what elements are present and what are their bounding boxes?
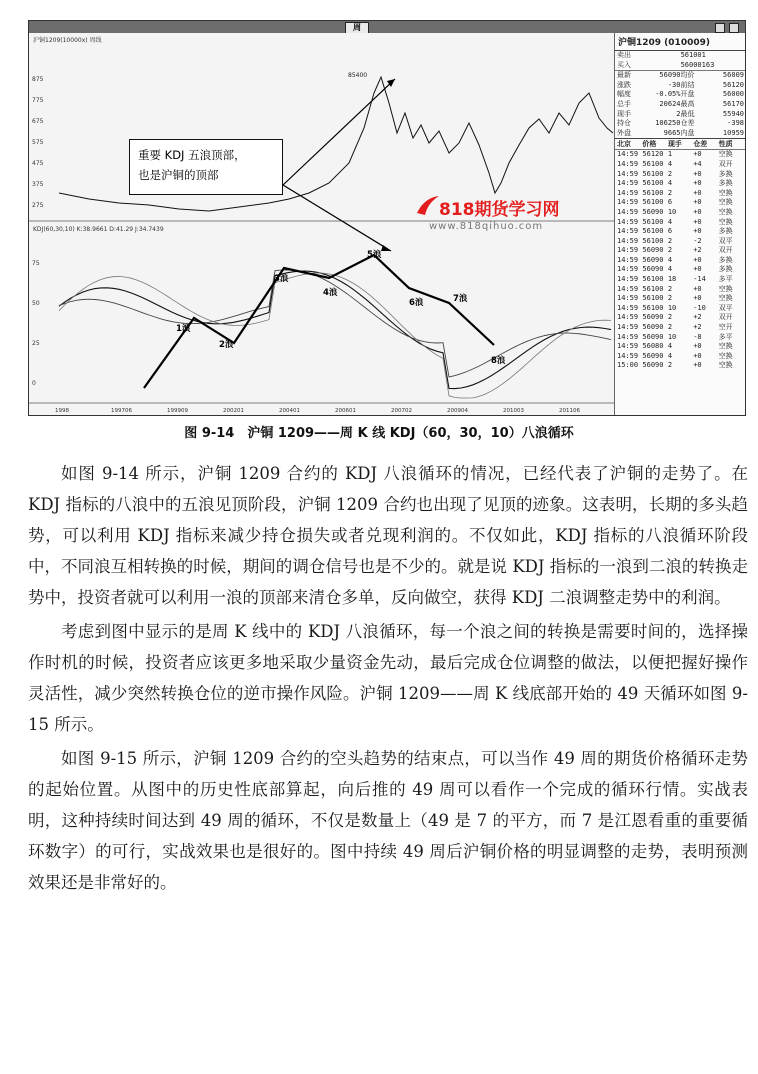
trade-cell: 56090 — [642, 361, 664, 370]
trade-cell: -2 — [693, 236, 702, 245]
date-tick-label: 201106 — [559, 408, 580, 414]
trade-cell: 56100 — [642, 275, 664, 284]
trade-cell: 4 — [667, 179, 673, 188]
trade-cell: 56090 — [642, 323, 664, 332]
quote-row — [615, 51, 746, 61]
trade-row[interactable] — [615, 285, 746, 295]
quote-cell: 56100 — [680, 51, 702, 59]
quote-row — [615, 119, 746, 129]
quote-cell: 56009 — [722, 71, 744, 80]
price-tick-label: 775 — [32, 97, 44, 104]
wave-label: 2浪 — [219, 340, 234, 350]
date-tick-label: 200601 — [335, 408, 356, 414]
callout-line-2: 也是沪铜的顶部 — [138, 168, 219, 182]
trade-cell: 18 — [667, 275, 677, 284]
trades-header-cell: 性质 — [718, 140, 733, 149]
trade-cell: 6 — [667, 227, 673, 236]
trade-cell: 56100 — [642, 169, 664, 178]
trade-cell: 2 — [667, 236, 673, 245]
quote-cell: 56000 — [680, 60, 702, 69]
kdj-tick-label: 25 — [32, 340, 40, 347]
trade-cell: 1 — [667, 150, 673, 159]
peak-price-label: 85400 — [348, 72, 368, 79]
trade-cell: 56090 — [642, 255, 664, 264]
trade-row[interactable] — [615, 150, 746, 160]
trade-cell: 14:59 — [617, 265, 639, 274]
trade-cell: 56100 — [642, 236, 664, 245]
quote-cell: 1 — [701, 51, 706, 59]
quote-cell: 内盘 — [680, 128, 695, 137]
trade-cell: 56120 — [642, 150, 664, 159]
trades-header-cell: 价格 — [642, 140, 657, 149]
trade-cell: 56100 — [642, 179, 664, 188]
window-titlebar — [29, 21, 745, 33]
quote-cell: 现手 — [617, 109, 631, 118]
trade-cell: 14:59 — [617, 246, 639, 255]
trade-row[interactable] — [615, 170, 746, 180]
trades-header-cell: 北京 — [617, 140, 631, 149]
trade-cell: 56090 — [642, 351, 664, 360]
callout-box — [129, 139, 283, 195]
trade-cell: 56100 — [642, 303, 664, 312]
trade-cell: 56090 — [642, 207, 664, 216]
quote-cell: 56170 — [722, 99, 744, 108]
trade-cell: 空换 — [718, 217, 733, 226]
trade-cell: 4 — [667, 159, 673, 168]
quote-cell: 最新 — [617, 71, 631, 80]
trade-cell: +2 — [693, 313, 702, 322]
trade-cell: +0 — [693, 217, 702, 226]
quote-cell: 20624 — [659, 99, 681, 108]
trade-cell: 10 — [667, 207, 677, 216]
trade-row[interactable] — [615, 198, 746, 208]
trade-cell: +0 — [693, 351, 702, 360]
trade-cell: 多换 — [718, 179, 733, 188]
wave-label: 8浪 — [491, 356, 506, 366]
trade-cell: 2 — [667, 188, 673, 197]
date-tick-label: 200201 — [223, 408, 244, 414]
trade-cell: 14:59 — [617, 313, 639, 322]
trade-cell: 多平 — [718, 275, 733, 284]
quote-row — [615, 81, 746, 91]
trade-cell: 14:59 — [617, 303, 639, 312]
trade-cell: +4 — [693, 159, 702, 168]
trades-header-cell: 现手 — [667, 140, 682, 149]
price-tick-label: 475 — [32, 160, 44, 167]
callout-line-1: 重要 KDJ 五浪顶部， — [138, 148, 246, 162]
trade-cell: 2 — [667, 313, 673, 322]
trade-cell: 14:59 — [617, 323, 639, 332]
trade-row[interactable] — [615, 179, 746, 189]
trade-cell: 14:59 — [617, 351, 639, 360]
trade-row[interactable] — [615, 323, 746, 333]
trade-cell: 14:59 — [617, 159, 639, 168]
trade-cell: 空开 — [718, 323, 733, 332]
paragraph: 如图 9-15 所示，沪铜 1209 合约的空头趋势的结束点，可以当作 49 周的期货价格循环走势的起始位置。从图中的历史性底部算起，向后推的 49 周可以看作一个完成的循环行情。实战表明，这种持续时间达到 49 周的循环，不仅是数量上（49 是 7 的平方，而 7 是江恩看重的重要循环数字）的可行，实战效果也是很好的。图中持续 49 周后沪铜价格的明显调整的走势，表明预测效果还是非常好的。 — [28, 749, 748, 892]
trade-cell: 56100 — [642, 198, 664, 207]
trade-cell: -8 — [693, 332, 702, 341]
date-tick-label: 200401 — [279, 408, 300, 414]
trade-cell: +0 — [693, 169, 702, 178]
watermark-url: www.818qihuo.com — [429, 221, 544, 232]
trade-cell: 双开 — [718, 159, 733, 168]
date-tick-label: 201003 — [503, 408, 524, 414]
trade-cell: +0 — [693, 207, 702, 216]
trade-row[interactable] — [615, 237, 746, 247]
trade-cell: 2 — [667, 284, 673, 293]
quote-row — [615, 129, 746, 139]
trade-cell: 56100 — [642, 284, 664, 293]
trade-cell: -10 — [693, 303, 706, 312]
trade-cell: +0 — [693, 255, 702, 264]
figure-caption: 图 9-14 沪铜 1209——周 K 线 KDJ（60，30，10）八浪循环 — [184, 426, 574, 441]
trade-cell: +0 — [693, 294, 702, 303]
trade-cell: 多换 — [718, 265, 733, 274]
quote-cell: 前结 — [680, 80, 695, 89]
trade-row[interactable] — [615, 256, 746, 266]
quote-cell: 56120 — [722, 80, 744, 89]
date-tick-label: 199909 — [167, 408, 188, 414]
trade-cell: 56100 — [642, 188, 664, 197]
trade-cell: 空换 — [718, 351, 733, 360]
trade-cell: 2 — [667, 169, 673, 178]
trade-cell: 14:59 — [617, 150, 639, 159]
trade-row[interactable] — [615, 265, 746, 275]
trade-row[interactable] — [615, 352, 746, 362]
trade-cell: 15:00 — [617, 361, 639, 370]
trade-row[interactable] — [615, 218, 746, 228]
quote-row — [615, 110, 746, 120]
trade-cell: 14:59 — [617, 227, 639, 236]
trade-cell: 14:59 — [617, 217, 639, 226]
trade-cell: -14 — [693, 275, 706, 284]
trade-cell: 14:59 — [617, 255, 639, 264]
watermark-brand: 818期货学习网 — [439, 200, 560, 220]
trade-cell: 多换 — [718, 227, 733, 236]
trade-cell: +0 — [693, 227, 702, 236]
trade-cell: 双开 — [718, 246, 733, 255]
quote-cell: 持仓 — [617, 119, 631, 128]
quote-summary — [615, 51, 746, 138]
trade-cell: 4 — [667, 217, 673, 226]
trade-row[interactable] — [615, 275, 746, 285]
trade-cell: 2 — [667, 246, 673, 255]
trade-cell: 14:59 — [617, 342, 639, 351]
trades-header-cell: 仓差 — [693, 140, 708, 149]
trade-cell: 14:59 — [617, 169, 639, 178]
trade-cell: 2 — [667, 323, 673, 332]
trade-cell: 14:59 — [617, 207, 639, 216]
wave-label: 4浪 — [323, 288, 338, 298]
quote-cell: 最高 — [680, 99, 695, 108]
quote-cell: 106250 — [655, 119, 681, 128]
quote-cell: 均价 — [680, 71, 695, 80]
trade-cell: 14:59 — [617, 179, 639, 188]
trades-list[interactable] — [615, 150, 746, 371]
quote-row — [615, 61, 746, 71]
trade-cell: 56090 — [642, 313, 664, 322]
trade-cell: 空换 — [718, 198, 733, 207]
quote-cell: 涨跌 — [617, 80, 631, 89]
swoosh-logo-icon — [415, 193, 441, 219]
trade-cell: 双开 — [718, 313, 733, 322]
quote-cell: -398 — [727, 119, 744, 128]
trade-row[interactable] — [615, 294, 746, 304]
upper-left-label: 沪铜1209(10000x) 周线 — [33, 37, 102, 44]
trade-cell: 4 — [667, 265, 673, 274]
trade-row[interactable] — [615, 313, 746, 323]
quote-cell: 55940 — [722, 109, 744, 118]
quote-cell: 10959 — [722, 128, 744, 137]
kdj-tick-label: 75 — [32, 260, 40, 267]
date-tick-label: 1998 — [55, 408, 69, 414]
trade-cell: 双平 — [718, 303, 733, 312]
trade-row[interactable] — [615, 342, 746, 352]
quote-cell: 163 — [701, 60, 715, 69]
trade-cell: +0 — [693, 179, 702, 188]
close-icon[interactable] — [729, 23, 739, 33]
trade-row[interactable] — [615, 208, 746, 218]
trade-cell: 14:59 — [617, 332, 639, 341]
trade-cell: 56090 — [642, 265, 664, 274]
trade-cell: 多平 — [718, 332, 733, 341]
price-tick-label: 275 — [32, 202, 44, 209]
trade-cell: 14:59 — [617, 188, 639, 197]
trade-cell: +2 — [693, 323, 702, 332]
quote-cell: 卖出 — [617, 51, 631, 59]
trade-row[interactable] — [615, 189, 746, 199]
trade-row[interactable] — [615, 304, 746, 314]
trade-cell: 4 — [667, 342, 673, 351]
trade-cell: 多换 — [718, 169, 733, 178]
trade-cell: 多换 — [718, 255, 733, 264]
trade-row[interactable] — [615, 333, 746, 343]
trade-cell: 56090 — [642, 246, 664, 255]
wave-label: 7浪 — [453, 294, 468, 304]
trade-cell: 4 — [667, 351, 673, 360]
price-tick-label: 375 — [32, 181, 44, 188]
quote-row — [615, 90, 746, 100]
trade-cell: +0 — [693, 188, 702, 197]
minimize-icon[interactable] — [715, 23, 725, 33]
trade-cell: 14:59 — [617, 294, 639, 303]
trades-header — [615, 138, 746, 150]
trade-cell: 双平 — [718, 236, 733, 245]
trade-cell: 56080 — [642, 342, 664, 351]
trade-cell: 4 — [667, 255, 673, 264]
trade-cell: 空换 — [718, 207, 733, 216]
price-tick-label: 675 — [32, 118, 44, 125]
quote-cell: 56090 — [659, 71, 681, 80]
trade-cell: 56100 — [642, 159, 664, 168]
quote-cell: 最低 — [680, 109, 695, 118]
quote-cell: -0.05% — [655, 90, 681, 99]
trade-row[interactable] — [615, 246, 746, 256]
quote-title: 沪铜1209 (010009) — [615, 33, 746, 51]
quote-panel — [614, 33, 746, 415]
price-tick-label: 875 — [32, 76, 44, 83]
trade-cell: 56100 — [642, 294, 664, 303]
article-body — [28, 458, 748, 901]
quote-row — [615, 70, 746, 81]
trade-row[interactable] — [615, 227, 746, 237]
trade-row[interactable] — [615, 160, 746, 170]
trade-cell: 空换 — [718, 294, 733, 303]
quote-cell: 总手 — [617, 99, 631, 108]
quote-cell: 56000 — [722, 90, 744, 99]
trade-cell: +0 — [693, 265, 702, 274]
kdj-header: KDJ(60,30,10) K:38.9661 D:41.29 J:34.7439 — [33, 226, 164, 233]
chart-screenshot — [28, 20, 746, 416]
quote-cell: 仓差 — [680, 119, 695, 128]
quote-cell: 9665 — [663, 128, 681, 137]
trade-cell: 14:59 — [617, 275, 639, 284]
wave-label: 3浪 — [274, 274, 289, 284]
trade-cell: 56100 — [642, 217, 664, 226]
quote-cell: 2 — [676, 109, 681, 118]
trade-cell: +0 — [693, 361, 702, 370]
kdj-tick-label: 0 — [32, 380, 36, 387]
trade-cell: 空换 — [718, 150, 733, 159]
trade-cell: 56100 — [642, 227, 664, 236]
trade-cell: +0 — [693, 284, 702, 293]
quote-row — [615, 100, 746, 110]
window-title: 周 — [345, 22, 369, 34]
paragraph: 考虑到图中显示的是周 K 线中的 KDJ 八浪循环，每一个浪之间的转换是需要时间的，选择操作时机的时候，投资者应该更多地采取少量资金先动，最后完成仓位调整的做法，以便把握好操作灵活性，减少突然转换仓位的逆市操作风险。沪铜 1209——周 K 线底部开始的 49 天循环如图 9-15 所示。 — [28, 622, 748, 734]
wave-label: 5浪 — [367, 250, 382, 260]
site-watermark — [415, 193, 625, 249]
paragraph: 如图 9-14 所示，沪铜 1209 合约的 KDJ 八浪循环的情况，已经代表了沪铜的走势了。在 KDJ 指标的八浪中的五浪见顶阶段，沪铜 1209 合约也出现了见顶的迹象。这表明，长期的多头趋势，可以利用 KDJ 指标来减少持仓损失或者兑现利润的。不仅如此，KDJ 指标的八浪循环阶段中，不同浪互相转换的时候，期间的调仓信号也是不少的。就是说 KDJ 指标的一浪到二浪的转换走势中，投资者就可以利用一浪的顶部来清仓多单，反向做空，获得 KDJ 二浪调整走势中的利润。 — [28, 464, 748, 607]
trade-cell: 2 — [667, 361, 673, 370]
date-tick-label: 200702 — [391, 408, 412, 414]
trade-cell: 2 — [667, 294, 673, 303]
trade-cell: 空换 — [718, 284, 733, 293]
trade-cell: +0 — [693, 150, 702, 159]
date-tick-label: 200904 — [447, 408, 468, 414]
trade-cell: 14:59 — [617, 236, 639, 245]
trade-cell: +0 — [693, 342, 702, 351]
kdj-tick-label: 50 — [32, 300, 40, 307]
trade-cell: 6 — [667, 198, 673, 207]
quote-cell: 开盘 — [680, 90, 695, 99]
wave-label: 1浪 — [176, 324, 191, 334]
trade-cell: 10 — [667, 303, 677, 312]
date-tick-label: 199706 — [111, 408, 132, 414]
price-tick-label: 575 — [32, 139, 44, 146]
quote-cell: 买入 — [617, 60, 631, 69]
trade-cell: +0 — [693, 198, 702, 207]
wave-label: 6浪 — [409, 298, 424, 308]
trade-row[interactable] — [615, 361, 746, 371]
trade-cell: 空换 — [718, 188, 733, 197]
trade-cell: 14:59 — [617, 198, 639, 207]
trade-cell: 14:59 — [617, 284, 639, 293]
trade-cell: 空换 — [718, 361, 733, 370]
quote-cell: -30 — [667, 80, 681, 89]
trade-cell: 56090 — [642, 332, 664, 341]
trade-cell: +2 — [693, 246, 702, 255]
quote-cell: 外盘 — [617, 128, 631, 137]
trade-cell: 10 — [667, 332, 677, 341]
trade-cell: 空换 — [718, 342, 733, 351]
quote-cell: 幅度 — [617, 90, 631, 99]
